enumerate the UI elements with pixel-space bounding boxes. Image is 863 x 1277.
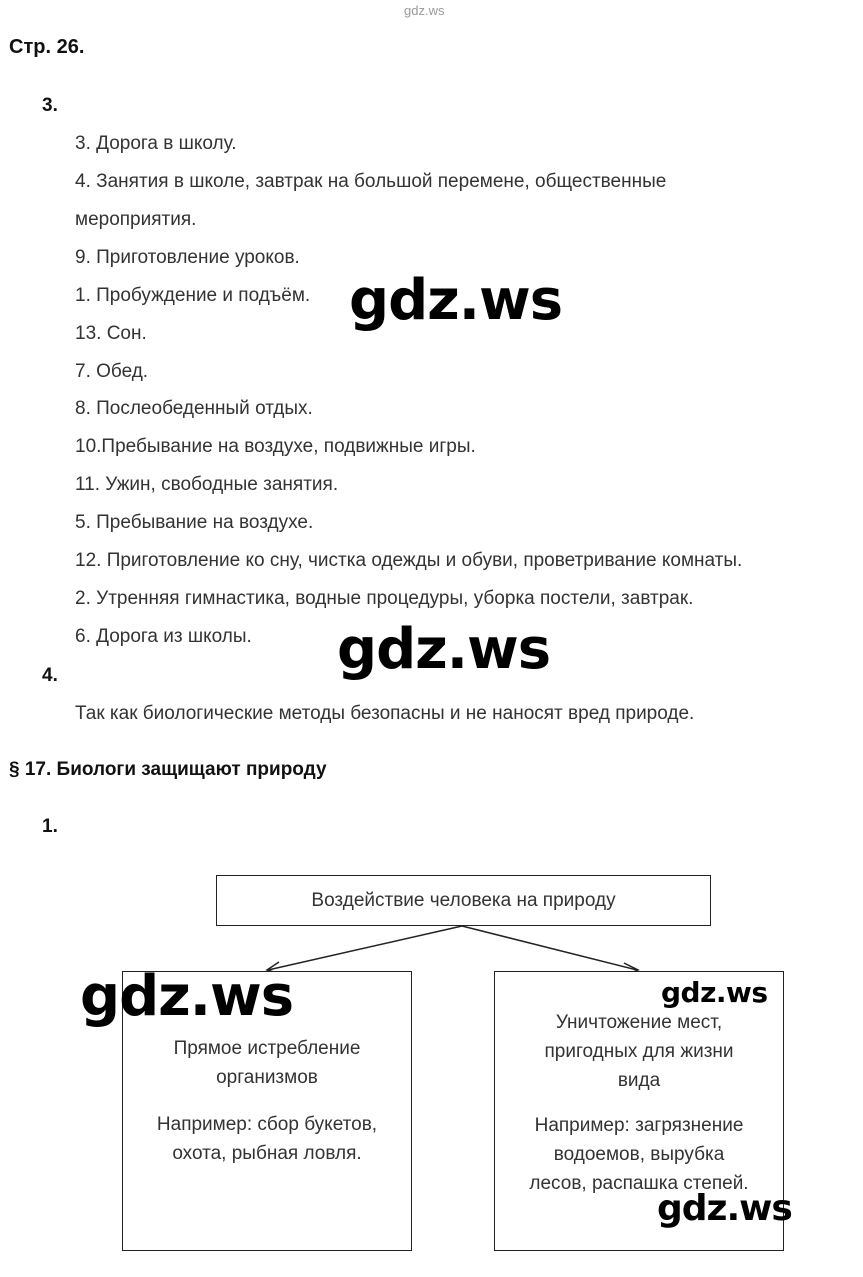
list-item: 13. Сон. xyxy=(75,323,147,344)
list-item: 10.Пребывание на воздухе, подвижные игры. xyxy=(75,436,476,457)
diagram-top-label: Воздействие человека на природу xyxy=(311,890,616,911)
watermark: gdz.ws xyxy=(80,964,294,1029)
right-box-line: вида xyxy=(617,1070,661,1091)
list-item: 2. Утренняя гимнастика, водные процедуры, уборка постели, завтрак. xyxy=(75,588,694,609)
page-heading: Стр. 26. xyxy=(9,36,85,58)
arrow-left xyxy=(268,926,462,970)
list-item: 8. Послеобеденный отдых. xyxy=(75,398,313,419)
list-item: 12. Приготовление ко сну, чистка одежды и обуви, проветривание комнаты. xyxy=(75,550,743,571)
list-item: 1. Пробуждение и подъём. xyxy=(75,285,311,306)
list-item: 11. Ужин, свободные занятия. xyxy=(75,474,339,495)
task-3-number: 3. xyxy=(42,95,58,116)
watermark: gdz.ws xyxy=(661,976,768,1009)
list-item: 3. Дорога в школу. xyxy=(75,133,237,154)
list-item: 9. Приготовление уроков. xyxy=(75,247,300,268)
task-4-number: 4. xyxy=(42,665,58,686)
top-watermark: gdz.ws xyxy=(404,3,445,18)
watermark: gdz.ws xyxy=(337,617,551,682)
section-task-number: 1. xyxy=(42,816,58,837)
left-box-example-line: охота, рыбная ловля. xyxy=(172,1143,362,1164)
left-box-line: организмов xyxy=(216,1067,318,1088)
right-box-example-line: лесов, распашка степей. xyxy=(529,1173,749,1194)
list-item: мероприятия. xyxy=(75,209,197,230)
watermark: gdz.ws xyxy=(657,1188,792,1229)
list-item: 4. Занятия в школе, завтрак на большой перемене, общественные xyxy=(75,171,667,192)
task-4-answer: Так как биологические методы безопасны и не наносят вред природе. xyxy=(75,703,695,724)
section-title: § 17. Биологи защищают природу xyxy=(9,759,327,780)
watermark: gdz.ws xyxy=(349,268,563,333)
list-item: 6. Дорога из школы. xyxy=(75,626,252,647)
right-box-line: пригодных для жизни xyxy=(544,1041,734,1062)
right-box-line: Уничтожение мест, xyxy=(555,1012,723,1033)
right-box-example-line: водоемов, вырубка xyxy=(553,1144,725,1165)
left-box-line: Прямое истребление xyxy=(173,1038,361,1059)
right-box-example-line: Например: загрязнение xyxy=(534,1115,744,1136)
list-item: 7. Обед. xyxy=(75,361,149,382)
left-box-example-line: Например: сбор букетов, xyxy=(156,1114,378,1135)
list-item: 5. Пребывание на воздухе. xyxy=(75,512,314,533)
arrow-right xyxy=(462,926,637,970)
